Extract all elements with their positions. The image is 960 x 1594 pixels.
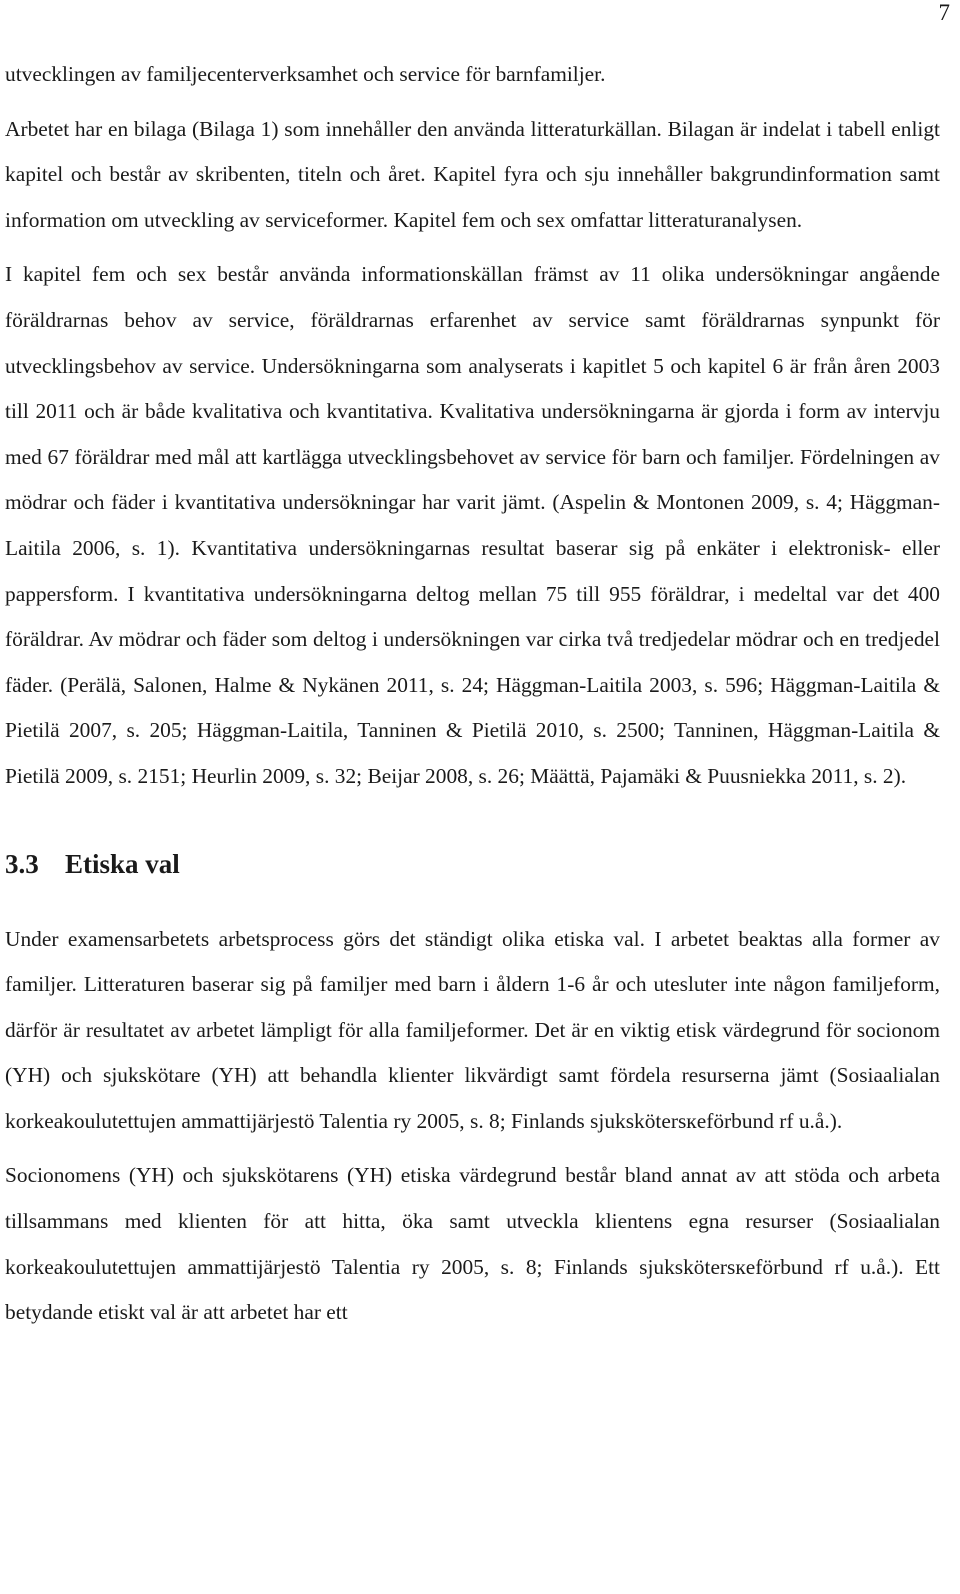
paragraph-sources: I kapitel fem och sex består använda informationskällan främst av 11 olika undersökningar angående föräldrarnas behov av service, föräldrarnas erfarenhet av service samt föräldrarnas synpunkt för utvecklingsbehov av service. Undersökningarna som analyserats i kapitlet 5 och kapitel 6 är från åren 2003 till 2011 och är både kvalitativa och kvantitativa. Kvalitativa undersökningarna är gjorda i form av intervju med 67 föräldrar med mål att kartlägga utvecklingsbehovet av service för barn och familjer. Fördelningen av mödrar och fäder i kvantitativa undersökningar har varit jämt. (Aspelin & Montonen 2009, s. 4; Häggman-Laitila 2006, s. 1). Kvantitativa undersökningarnas resultat baserar sig på enkäter i elektronisk- eller pappersform. I kvantitativa undersökningarna deltog mellan 75 till 955 föräldrar, i medeltal var det 400 föräldrar. Av mödrar och fäder som deltog i undersökningen var cirka två tredjedelar mödrar och en tredjedel fäder. (Perälä, Salonen, Halme & Nykänen 2011, s. 24; Häggman-Laitila 2003, s. 596; Häggman-Laitila & Pietilä 2007, s. 205; Häggman-Laitila, Tanninen & Pietilä 2010, s. 2500; Tanninen, Häggman-Laitila & Pietilä 2009, s. 2151; Heurlin 2009, s. 32; Beijar 2008, s. 26; Määttä, Pajamäki & Puusniekka 2011, s. 2). xyxy=(5,262,940,788)
section-title: Etiska val xyxy=(65,848,180,879)
paragraph-intro-end: utvecklingen av familjecenterverksamhet och service för barnfamiljer. xyxy=(5,62,606,86)
paragraph-ethics-1: Under examensarbetets arbetsprocess görs det ständigt olika etiska val. I arbetet beaktas alla former av familjer. Litteraturen baserar sig på familjer med barn i åldern 1-6 år och utesluter inte någon familjeform, därför är resultatet av arbetet lämpligt för alla familjeformer. Det är en viktig etisk värdegrund för socionom (YH) och sjukskötare (YH) att behandla klienter likvärdigt samt fördela resurserna jämt (Sosiaalialan korkeakoulutettujen ammattijärjestö Talentia ry 2005, s. 8; Finlands sjukskötersкeförbund rf u.å.). xyxy=(5,926,940,1133)
section-number: 3.3 xyxy=(5,848,39,879)
page-number: 7 xyxy=(938,0,950,25)
paragraph-appendix: Arbetet har en bilaga (Bilaga 1) som innehåller den använda litteraturkällan. Bilagan är indelat i tabell enligt kapitel och består av skribenten, titeln och året. Kapitel fyra och sju innehåller bakgrundinformation samt information om utveckling av serviceformer. Kapitel fem och sex omfattar litteraturanalysen. xyxy=(5,116,940,232)
section-heading xyxy=(5,846,940,882)
paragraph-ethics-2: Socionomens (YH) och sjukskötarens (YH) etiska värdegrund består bland annat av att stöda och arbeta tillsammans med klienten för att hitta, öka samt utveckla klientens egna resurser (Sosiaalialan korkeakoulutettujen ammattijärjestö Talentia ry 2005, s. 8; Finlands sjukskötersкeförbund rf u.å.). Ett betydande etiskt val är att arbetet har ett xyxy=(5,1163,940,1325)
document-body xyxy=(5,52,940,1336)
